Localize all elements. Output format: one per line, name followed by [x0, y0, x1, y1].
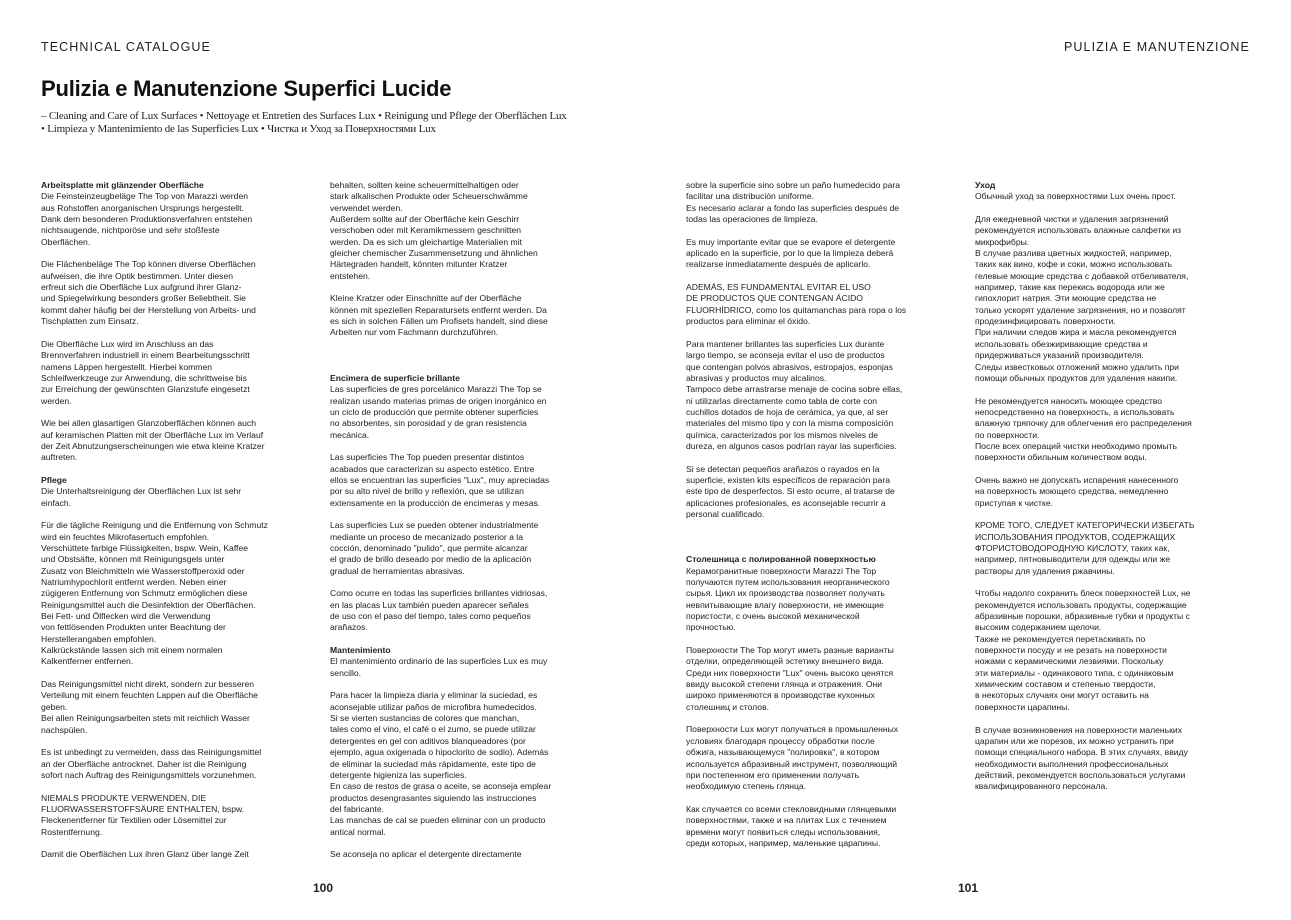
paragraph [41, 793, 331, 838]
paragraph-text: Обычный уход за поверхностями Lux очень прост. [975, 191, 1176, 202]
section-heading: Mantenimiento [330, 645, 391, 656]
paragraph-text: Es ist unbedingt zu vermeiden, dass das Reinigungsmittel an der Oberfläche antrocknet. Daher ist die Reinigung sofort nach Auftrag des Reinigungsmittels vorzunehmen. [41, 747, 262, 780]
paragraph [330, 180, 580, 282]
paragraph-text: Damit die Oberflächen Lux ihren Glanz über lange Zeit [41, 849, 249, 860]
paragraph [330, 588, 580, 633]
page-number-right: 101 [958, 881, 979, 895]
section-paragraph [330, 373, 580, 441]
paragraph [686, 804, 966, 849]
paragraph-text: Как случается со всеми стекловидными глянцевыми поверхностями, также и на плитах Lux с течением времени могут появиться следы использования, среди которых, например, маленькие царапины. [686, 803, 897, 848]
paragraph-text: Не рекомендуется наносить моющее средство непосредственно на поверхность, а использовать влажную тряпочку для облегчения его распределения по поверхности. После всех операций чистки необходимо промыть поверхности обильным количеством воды. [975, 395, 1192, 463]
paragraph-text: Die Unterhaltsreinigung der Oberflächen Lux ist sehr einfach. [41, 486, 242, 508]
paragraph-text: NIEMALS PRODUKTE VERWENDEN, DIE FLUORWASSERSTOFFSÄURE ENTHALTEN, bspw. Fleckenentferner für Textilien oder Lösemittel zur Rostentfernung. [41, 792, 245, 837]
paragraph [330, 690, 580, 837]
paragraph [41, 849, 331, 860]
paragraph-text: Kleine Kratzer oder Einschnitte auf der Oberfläche können mit speziellen Reparatursets entfernt werden. Da es sich in solchen Fällen um Profisets handelt, sind diese Arbeiten nur vom Fachmann durchzuführen. [330, 293, 548, 338]
paragraph [330, 293, 580, 338]
paragraph [686, 180, 966, 225]
paragraph [41, 339, 331, 407]
paragraph-text: Чтобы надолго сохранить блеск поверхностей Lux, не рекомендуется использовать продукты, содержащие абразивные порошки, абразивные губки и продукты с высоким содержанием щелочи. Также не рекомендуется перетаскивать по поверхности посуду и не резать на поверхности ножами с керамическими лезвиями. Поскольку эти материалы - одинакового типа, с одинаковым химическим составом и степенью твердости, в некоторых случаях они могут оставить на поверхности царапины. [975, 588, 1191, 712]
section-heading: Столешница с полированной поверхностью [686, 554, 876, 565]
paragraph [975, 520, 1250, 577]
paragraph-text: Es muy importante evitar que se evapore el detergente aplicado en la superficie, por lo que la limpieza deberá realizarse inmediatamente después de aplicarlo. [686, 236, 896, 270]
section-heading: Encimera de superficie brillante [330, 372, 460, 383]
paragraph [686, 237, 966, 271]
text-column-german-spanish [330, 180, 580, 872]
paragraph-text: Las superficies de gres porcelánico Marazzi The Top se realizan usando materias primas de origen inorgánico en un ciclo de producción que permite obtener superficies no absorbentes, sin porosidad y de gran resistencia mecánica. [330, 384, 547, 440]
paragraph-text: КРОМЕ ТОГО, СЛЕДУЕТ КАТЕГОРИЧЕСКИ ИЗБЕГАТЬ ИСПОЛЬЗОВАНИЯ ПРОДУКТОВ, СОДЕРЖАЩИХ ФТОРИСТОВОДОРОДНУЮ КИСЛОТУ, таких как, например, пятновыводители для одежды или же растворы для удаления ржавчины. [975, 520, 1195, 576]
paragraph-text: Wie bei allen glasartigen Glanzoberflächen können auch auf keramischen Platten mit der Oberfläche Lux im Verlauf der Zeit Abnutzungserscheinungen wie etwa kleine Kratzer auftreten. [41, 418, 265, 463]
paragraph [975, 396, 1250, 464]
paragraph [975, 214, 1250, 384]
paragraph-text: Si se detectan pequeños arañazos o rayados en la superficie, existen kits específicos de reparación para este tipo de desperfectos. Si esto ocurre, al tratarse de aplicaciones profesionales, es aconsejable recurrir a personal cualificado. [686, 463, 895, 519]
paragraph [330, 849, 580, 860]
paragraph [686, 724, 966, 792]
paragraph-text: Для ежедневной чистки и удаления загрязнений рекомендуется использовать влажные салфетки из микрофибры. В случае разлива цветных жидкостей, например, таких как вино, кофе и соки, можно использовать гелевые моющие средства с добавкой отбеливателя, например, такие как перекись водорода или же гипохлорит натрия. Эти моющие средства не только ускорят удаление загрязнения, но и позволят продезинфицировать поверхности. При наличии следов жира и масла рекомендуется использовать обезжиривающие средства и придерживаться указаний производителя. Следы известковых отложений можно удалить при помощи обычных продуктов для удаления накипи. [975, 214, 1189, 383]
page-title: Pulizia e Manutenzione Superfici Lucide [41, 76, 452, 101]
paragraph-text: Die Feinsteinzeugbeläge The Top von Marazzi werden aus Rohstoffen anorganischen Ursprungs hergestellt. Dank dem besonderen Produktionsverfahren entstehen nichtsaugende, nichtporöse und sehr stoßfeste Oberflächen. [41, 191, 253, 247]
paragraph [686, 339, 966, 452]
paragraph [686, 464, 966, 521]
paragraph-text: Die Oberfläche Lux wird im Anschluss an das Brennverfahren industriell in einem Bearbeitungsschritt namens Läppen hergestellt. Hierbei kommen Schleifwerkzeuge zur Anwendung, die schrittweise bis zur Erreichung der gewünschten Glanzstufe eingesetzt werden. [41, 338, 250, 406]
paragraph-text: Las superficies Lux se pueden obtener industrialmente mediante un proceso de mecanizado posterior a la cocción, denominado "pulido", que permite alcanzar el grado de brillo deseado por medio de la aplicación gradual de herramientas abrasivas. [330, 520, 539, 576]
paragraph-text: El mantenimiento ordinario de las superficies Lux es muy sencillo. [330, 656, 548, 678]
running-header-right: PULIZIA E MANUTENZIONE [1063, 40, 1250, 54]
paragraph-text: Поверхности Lux могут получаться в промышленных условиях благодаря процессу обработки после обжига, называющемуся "полировка", в котором используется абразивный инструмент, позволяющий при постепенном его применении получать необходимую степень глянца. [686, 724, 899, 792]
paragraph [975, 725, 1250, 793]
paragraph-text: Керамогранитные поверхности Marazzi The Top получаются путем использования неорганического сырья. Цикл их производства позволяет получать невпитывающие влагу поверхности, не имеющие пористости, с очень высокой механической прочностью. [686, 565, 890, 633]
paragraph-text: Für die tägliche Reinigung und die Entfernung von Schmutz wird ein feuchtes Mikrofasertuch empfohlen. Verschüttete farbige Flüssigkeiten, bspw. Wein, Kaffee und Obstsäfte, können mit Reinigungsgels unter Zusatz von Bleichmitteln wie Wasserstoffperoxid oder Natriumhypochlorit entfernt werden. Neben einer zügigeren Entfernung von Schmutz ermöglichen diese Reinigungsmittel auch die Desinfektion der Oberflächen. Bei Fett- und Ölflecken wird die Verwendung von fettlösenden Produkten unter Beachtung der Herstellerangaben empfohlen. Kalkrückstände lassen sich mit einem normalen Kalkentferner entfernen. [41, 520, 268, 667]
paragraph-text: ADEMÁS, ES FUNDAMENTAL EVITAR EL USO DE PRODUCTOS QUE CONTENGAN ÁCIDO FLUORHÍDRICO, como los quitamanchas para ropa o los productos para eliminar el óxido. [686, 282, 907, 327]
paragraph [330, 452, 580, 509]
paragraph-text: Die Flächenbeläge The Top können diverse Oberflächen aufweisen, die ihre Optik bestimmen. Unter diesen erfreut sich die Oberfläche Lux aufgrund ihrer Glanz- und Spiegelwirkung besonders großer Beliebtheit. Sie kommt daher häufig bei der Herstellung von Arbeits- und Tischplatten zum Einsatz. [41, 259, 256, 327]
text-column-spanish-russian [686, 180, 966, 861]
paragraph [41, 520, 331, 667]
paragraph-text: behalten, sollten keine scheuermittelhaltigen oder stark alkalischen Produkte oder Scheuerschwämme verwendet werden. Außerdem sollte auf der Oberfläche kein Geschirr verschoben oder mit Keramikmessern geschnitten werden. Da es sich um gleichartige Materialien mit gleicher chemischer Zusammensetzung und ähnlichen Härtegraden handelt, könnten mitunter Kratzer entstehen. [330, 180, 538, 281]
paragraph [41, 259, 331, 327]
paragraph-text: Como ocurre en todas las superficies brillantes vidriosas, en las placas Lux también pueden aparecer señales de uso con el paso del tiempo, tales como pequeños arañazos. [330, 588, 548, 633]
section-paragraph [41, 475, 331, 509]
paragraph [41, 747, 331, 781]
text-column-german [41, 180, 331, 872]
paragraph [686, 282, 966, 327]
text-column-russian [975, 180, 1250, 804]
paragraph-text: Se aconseja no aplicar el detergente directamente [330, 849, 522, 860]
paragraph-text: Das Reinigungsmittel nicht direkt, sondern zur besseren Verteilung mit einem feuchten Lappen auf die Oberfläche geben. Bei allen Reinigungsarbeiten stets mit reichlich Wasser nachspülen. [41, 679, 258, 735]
section-paragraph [686, 554, 966, 633]
paragraph-text: Para hacer la limpieza diaria y eliminar la suciedad, es aconsejable utilizar paños de microfibra humedecidos. Si se vierten sustancias de colores que manchan, tales como el vino, el café o el zumo, se puede utilizar detergentes en gel con aditivos blanqueadores (por ejemplo, agua oxigenada o hipoclorito de sodio). Además de eliminar la suciedad más rápidamente, este tipo de detergente higieniza las superficies. En caso de restos de grasa o aceite, se aconseja emplear productos desengrasantes siguiendo las instrucciones del fabricante. Las manchas de cal se pueden eliminar con un producto antical normal. [330, 690, 552, 837]
paragraph-text: sobre la superficie sino sobre un paño humedecido para facilitar una distribución uniforme. Es necesario aclarar a fondo las superficies después de todas las operaciones de limpieza. [686, 180, 901, 225]
page-number-left: 100 [313, 881, 334, 895]
paragraph [41, 418, 331, 463]
paragraph-text: Поверхности The Top могут иметь разные варианты отделки, определяющей эстетику внешнего вида. Среди них поверхности "Lux" очень высоко ценятся ввиду высокой степени глянца и отражения. Они широко применяются в производстве кухонных столешниц и столов. [686, 645, 894, 712]
section-paragraph [41, 180, 331, 248]
paragraph-text: Очень важно не допускать испарения нанесенного на поверхность моющего средства, немедленно приступая к чистке. [975, 474, 1179, 508]
section-heading: Arbeitsplatte mit glänzender Oberfläche [41, 180, 204, 190]
paragraph [330, 520, 580, 577]
page-subtitle: – Cleaning and Care of Lux Surfaces • Nettoyage et Entretien des Surfaces Lux • Reinigung und Pflege der Oberflächen Lux • Limpieza y Mantenimiento de las Superficies Lux • Чистка и Уход за Поверхностями Lux [41, 110, 567, 135]
paragraph-text: Para mantener brillantes las superficies Lux durante largo tiempo, se aconseja evitar el uso de productos que contengan polvos abrasivos, estropajos, esponjas abrasivas y productos muy alcalinos. Tampoco debe arrastrarse menaje de cocina sobre ellas, ni utilizarlas directamente como tabla de corte con cuchillos dotados de hoja de cerámica, ya que, al ser materiales del mismo tipo y con la misma composición química, caracterizados por los mismos niveles de dureza, en algunos casos podrían rayar las superficies. [686, 338, 903, 451]
paragraph-text: В случае возникновения на поверхности маленьких царапин или же порезов, их можно устранить при помощи специального набора. В этих случаях, ввиду необходимости выполнения профессиональных действий, рекомендуется воспользоваться услугами квалифицированного персонала. [975, 724, 1188, 792]
section-paragraph [975, 180, 1250, 203]
paragraph [686, 645, 966, 713]
paragraph-text: Las superficies The Top pueden presentar distintos acabados que caracterizan su aspecto estético. Entre ellos se encuentran las superficies "Lux", muy apreciadas por su alto nivel de brillo y reflexión, que se utilizan extensamente en la producción de encimeras y mesas. [330, 452, 550, 508]
section-heading: Pflege [41, 474, 67, 485]
running-header-left: TECHNICAL CATALOGUE [41, 40, 211, 54]
paragraph [975, 475, 1250, 509]
paragraph [41, 679, 331, 736]
section-paragraph [330, 645, 580, 679]
section-heading: Уход [975, 180, 996, 190]
paragraph [975, 588, 1250, 713]
